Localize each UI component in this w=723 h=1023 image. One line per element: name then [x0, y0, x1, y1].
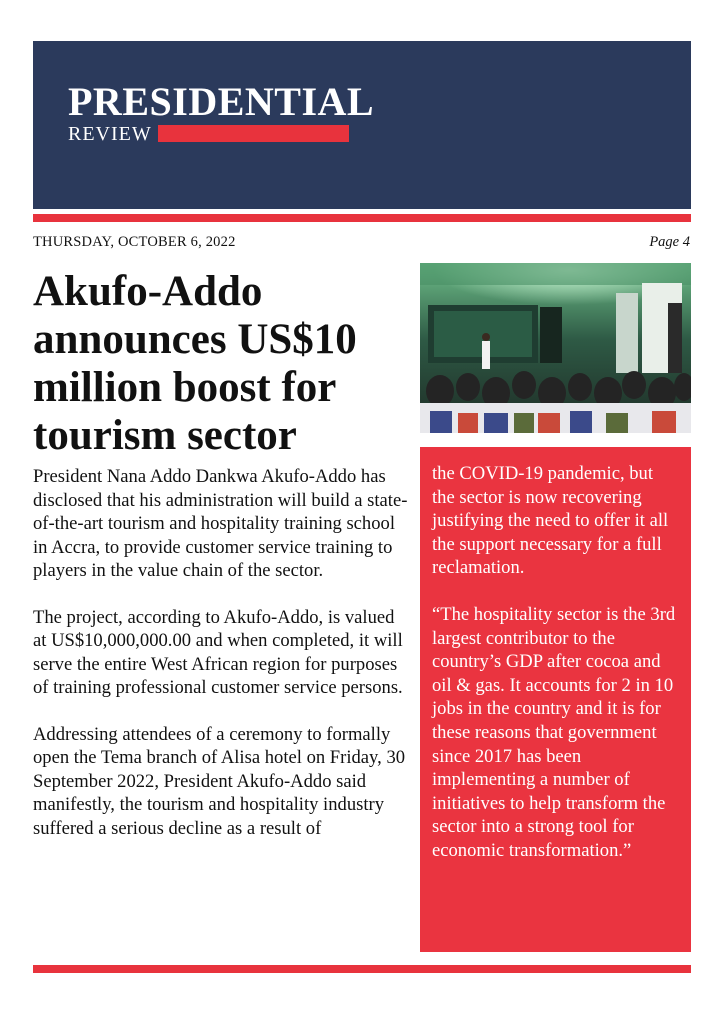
pull-quote-box	[420, 447, 691, 952]
dateline: THURSDAY, OCTOBER 6, 2022	[33, 234, 236, 250]
masthead-red-bar	[158, 125, 349, 142]
bottom-red-rule	[33, 965, 691, 973]
event-photo	[420, 263, 691, 433]
body-paragraph: Addressing attendees of a ceremony to formally open the Tema branch of Alisa hotel on Friday, 30 September 2022, President Akufo-Addo said manifestly, the tourism and hospitality industry suffered a serious decline as a result of	[33, 723, 406, 839]
article-headline: Akufo-Addo announces US$10 million boost for tourism sector	[33, 268, 357, 459]
publication-title: PRESIDENTIAL	[68, 79, 375, 124]
page-number: Page 4	[649, 234, 690, 250]
sidebar-paragraph: the COVID-19 pandemic, but the sector is now recovering justifying the need to offer it all the support necessary for a full reclamation.	[432, 463, 669, 579]
body-paragraph: The project, according to Akufo-Addo, is valued at US$10,000,000.00 and when completed, it will serve the entire West African region for purposes of training professional customer service persons.	[33, 606, 403, 698]
publication-subtitle: REVIEW	[68, 123, 152, 145]
top-red-rule	[33, 214, 691, 222]
body-paragraph: President Nana Addo Dankwa Akufo-Addo has disclosed that his administration will build a state-of-the-art tourism and hospitality training school in Accra, to provide customer service training to players in the value chain of the sector.	[33, 466, 408, 581]
sidebar-quote: “The hospitality sector is the 3rd largest contributor to the country’s GDP after cocoa and oil & gas. It accounts for 2 in 10 jobs in the country and it is for these reasons that government since 2017 has been implementing a number of initiatives to help transform the sector into a strong tool for economic transformation.”	[432, 603, 676, 861]
event-photo-illustration	[420, 263, 691, 433]
article-body	[33, 465, 408, 863]
